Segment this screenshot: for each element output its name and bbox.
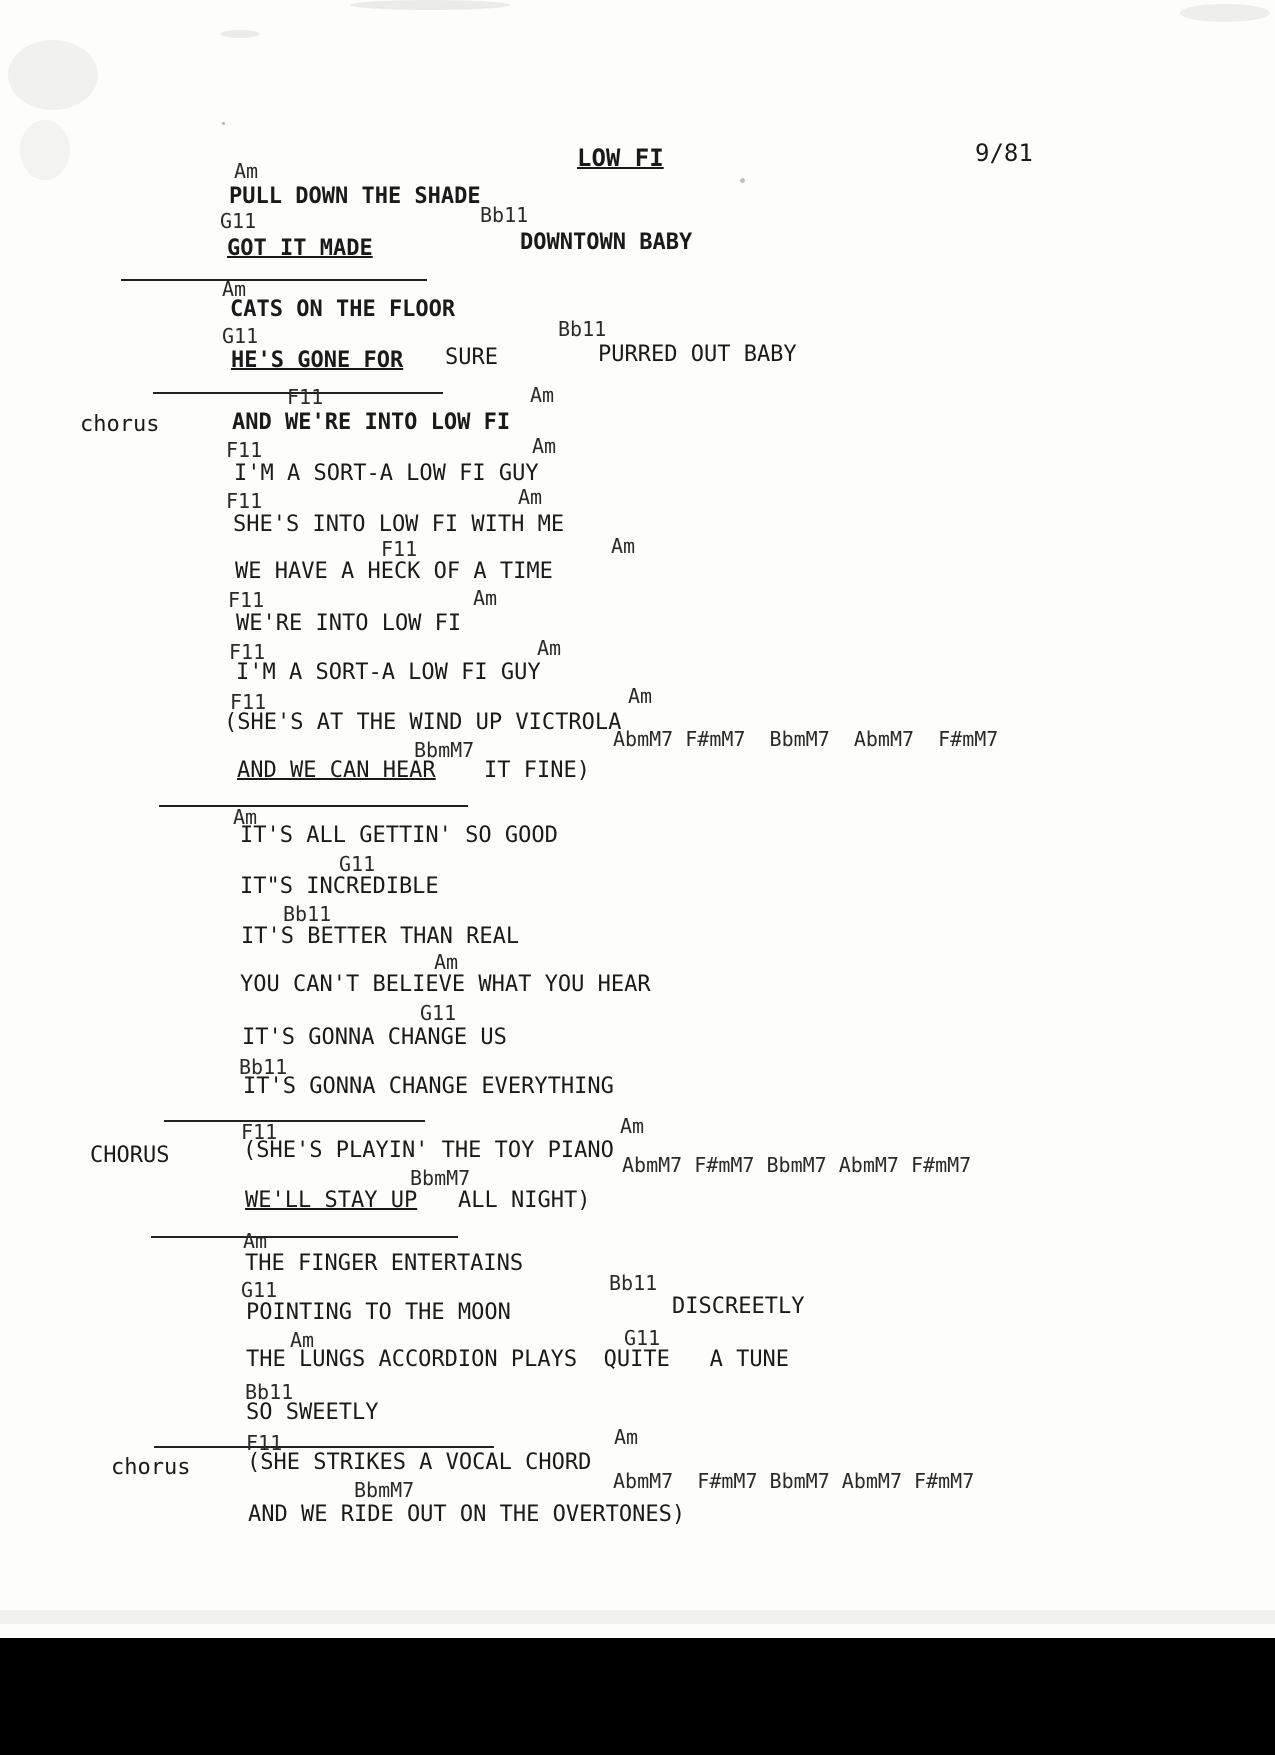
chord-line: BbmM7 xyxy=(354,1478,415,1502)
chord-line: Am xyxy=(518,485,543,509)
lyric-line: ALL NIGHT) xyxy=(458,1188,591,1213)
chord-line: G11 xyxy=(220,209,257,233)
section-divider xyxy=(151,1236,458,1238)
chord-line: AbmM7 F#mM7 BbmM7 AbmM7 F#mM7 xyxy=(622,1153,972,1177)
lyric-line: IT'S ALL GETTIN' SO GOOD xyxy=(240,823,558,848)
chord-line: F11 xyxy=(230,690,267,714)
chord-line: Bb11 xyxy=(239,1055,288,1079)
section-divider xyxy=(159,805,468,807)
section-divider xyxy=(154,1446,494,1448)
chord-line: Am xyxy=(222,277,247,301)
chord-line: G11 xyxy=(241,1278,278,1302)
lyric-line: YOU CAN'T BELIEVE WHAT YOU HEAR xyxy=(240,972,651,997)
chord-line: F11 xyxy=(287,385,324,409)
lyric-line: WE HAVE A HECK OF A TIME xyxy=(235,559,553,584)
lyric-line: AND WE RIDE OUT ON THE OVERTONES) xyxy=(248,1502,686,1527)
chord-line: F11 xyxy=(241,1120,278,1144)
lyric-line: SO SWEETLY xyxy=(246,1400,379,1425)
lyric-line: (SHE STRIKES A VOCAL CHORD xyxy=(247,1450,592,1475)
lyric-line: AND WE'RE INTO LOW FI xyxy=(232,410,511,435)
chord-line: F11 xyxy=(381,537,418,561)
lyric-line: PULL DOWN THE SHADE xyxy=(229,184,481,209)
chord-line: Am xyxy=(290,1328,315,1352)
chord-line: F11 xyxy=(226,489,263,513)
chorus-label: CHORUS xyxy=(90,1143,170,1168)
lyric-line: HE'S GONE FOR xyxy=(231,348,404,373)
lyric-line: DOWNTOWN BABY xyxy=(520,230,693,255)
chord-line: F11 xyxy=(226,438,263,462)
chord-line: F11 xyxy=(246,1431,283,1455)
chord-line: Am xyxy=(233,805,258,829)
chord-line: Bb11 xyxy=(245,1380,294,1404)
chord-line: AbmM7 F#mM7 BbmM7 AbmM7 F#mM7 xyxy=(613,1469,975,1493)
chord-line: G11 xyxy=(624,1326,661,1350)
lyric-line: PURRED OUT BABY xyxy=(598,342,797,367)
lyric-line: GOT IT MADE xyxy=(227,236,373,261)
chord-line: Am xyxy=(234,159,259,183)
song-date: 9/81 xyxy=(975,139,1033,167)
lyric-line: THE LUNGS ACCORDION PLAYS QUITE A TUNE xyxy=(246,1347,790,1372)
song-title: LOW FI xyxy=(577,144,664,172)
chorus-label: chorus xyxy=(111,1455,191,1480)
chord-line: Am xyxy=(537,636,562,660)
section-divider xyxy=(121,279,427,281)
lyric-line: I'M A SORT-A LOW FI GUY xyxy=(234,461,539,486)
chord-line: Am xyxy=(243,1229,268,1253)
lyric-line: CATS ON THE FLOOR xyxy=(230,297,456,322)
lyric-line: DISCREETLY xyxy=(672,1294,805,1319)
chord-line: Am xyxy=(614,1425,639,1449)
chord-line: G11 xyxy=(339,852,376,876)
lyric-line: AND WE CAN HEAR xyxy=(237,758,436,783)
lyric-line: IT"S INCREDIBLE xyxy=(240,874,439,899)
lyric-line: (SHE'S PLAYIN' THE TOY PIANO xyxy=(243,1138,614,1163)
chord-line: Bb11 xyxy=(480,203,529,227)
chord-line: Bb11 xyxy=(558,317,607,341)
chord-line: Am xyxy=(620,1114,645,1138)
chord-line: Am xyxy=(611,534,636,558)
chord-line: Bb11 xyxy=(609,1271,658,1295)
lyric-line: IT'S GONNA CHANGE US xyxy=(242,1025,507,1050)
lyric-line: SURE xyxy=(445,345,498,370)
chord-line: Bb11 xyxy=(283,902,332,926)
lyric-line: POINTING TO THE MOON xyxy=(246,1300,511,1325)
lyric-line: WE'RE INTO LOW FI xyxy=(236,611,462,636)
lyric-line: WE'LL STAY UP xyxy=(245,1188,418,1213)
chord-line: Am xyxy=(628,684,653,708)
lyric-line: I'M A SORT-A LOW FI GUY xyxy=(236,660,541,685)
section-divider xyxy=(164,1120,425,1122)
chord-line: Am xyxy=(473,586,498,610)
lyric-line: IT FINE) xyxy=(484,758,590,783)
lyric-line: SHE'S INTO LOW FI WITH ME xyxy=(233,512,565,537)
chord-line: BbmM7 xyxy=(410,1166,471,1190)
chord-line: G11 xyxy=(222,324,259,348)
chorus-label: chorus xyxy=(80,412,160,437)
chord-line: F11 xyxy=(228,588,265,612)
lyric-line: THE FINGER ENTERTAINS xyxy=(245,1251,524,1276)
chord-line: Am xyxy=(530,383,555,407)
scan-border xyxy=(0,1638,1275,1755)
lyric-line: IT'S GONNA CHANGE EVERYTHING xyxy=(243,1074,614,1099)
chord-line: BbmM7 xyxy=(414,738,475,762)
chord-line: G11 xyxy=(420,1001,457,1025)
lyric-line: (SHE'S AT THE WIND UP VICTROLA xyxy=(224,710,622,735)
chord-line: AbmM7 F#mM7 BbmM7 AbmM7 F#mM7 xyxy=(613,727,999,751)
lyric-line: IT'S BETTER THAN REAL xyxy=(241,924,520,949)
chord-line: F11 xyxy=(229,640,266,664)
chord-line: Am xyxy=(434,950,459,974)
chord-line: Am xyxy=(532,434,557,458)
